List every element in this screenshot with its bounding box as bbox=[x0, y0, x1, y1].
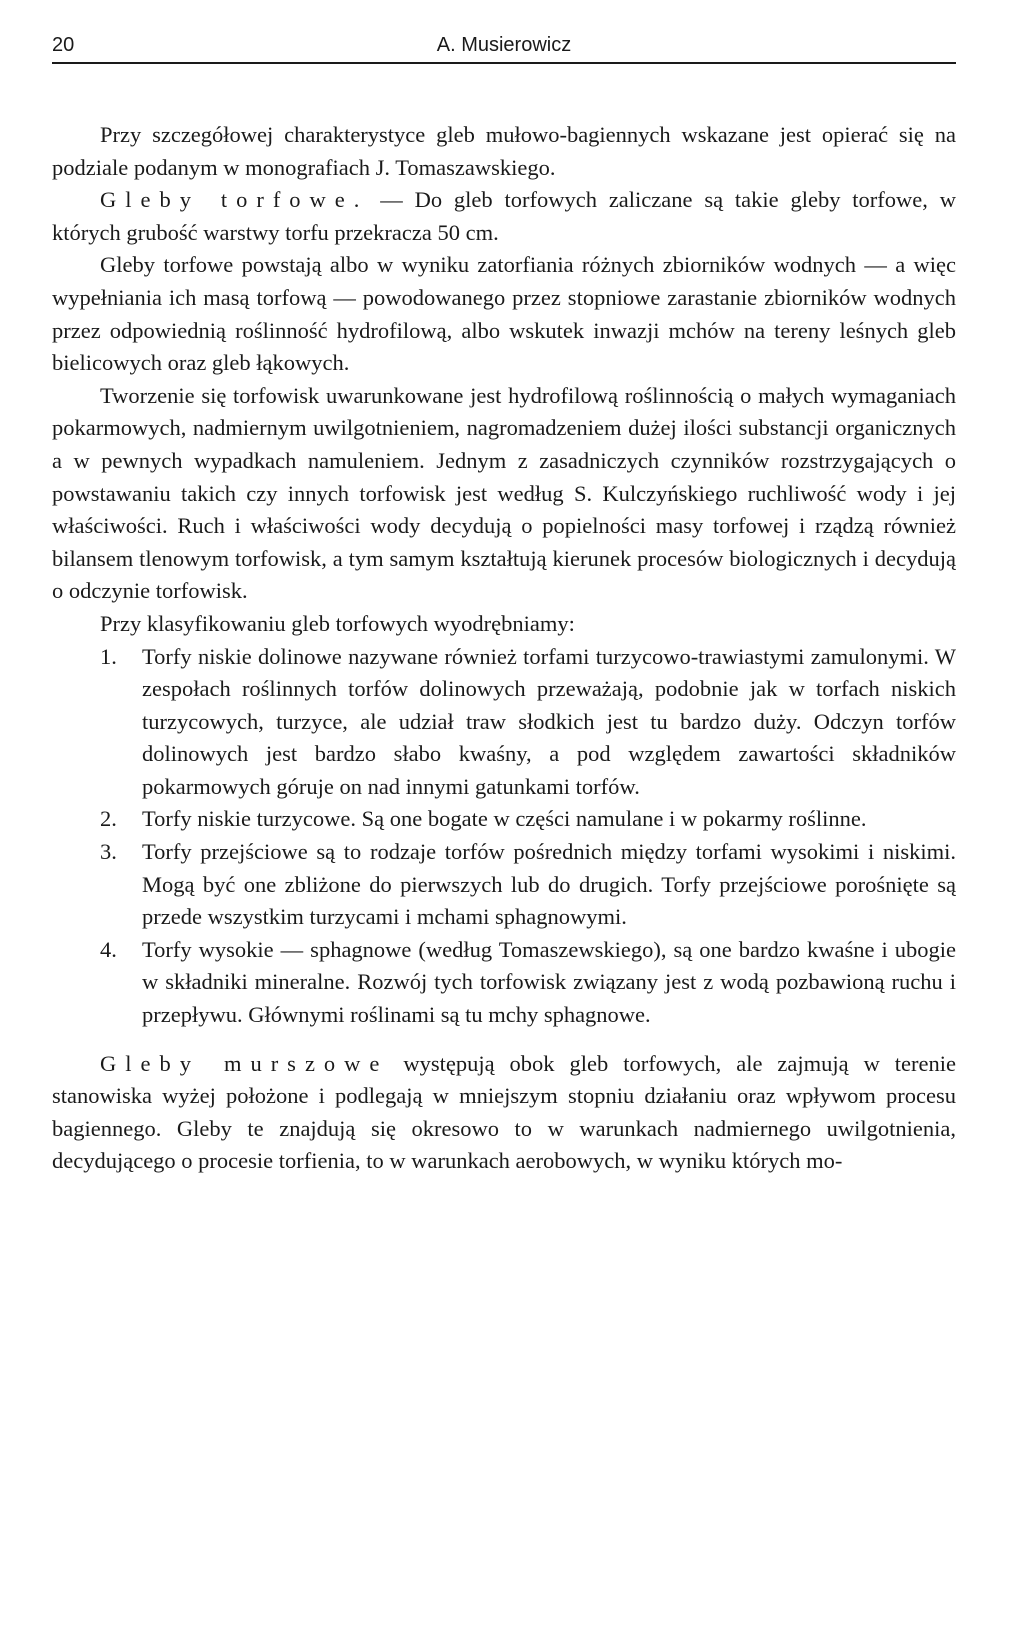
running-header bbox=[52, 28, 956, 64]
term-peat-soils: Gleby torfowe. bbox=[100, 187, 369, 213]
paragraph-muck-soils bbox=[52, 1048, 956, 1178]
paragraph-intro: Przy szczegółowej charakterystyce gleb mułowo-bagiennych wskazane jest opierać się na podziale podanym w monografiach J. Tomaszawskiego. bbox=[52, 122, 956, 180]
list-item bbox=[52, 803, 956, 836]
document-page bbox=[52, 28, 956, 1608]
paragraph-peat-soils-text: — Do gleb torfowych zaliczane są takie gleby torfowe, w których grubość warstwy torfu przekracza 50 cm. bbox=[52, 187, 956, 245]
list-item-number: 4. bbox=[100, 936, 117, 962]
paragraph-classification-intro: Przy klasyfikowaniu gleb torfowych wyodrębniamy: bbox=[100, 610, 575, 636]
list-item-number: 3. bbox=[100, 839, 117, 865]
list-item-text: Torfy niskie dolinowe nazywane również torfami turzycowo-trawiastymi zamulonymi. W zespołach roślinnych torfów dolinowych przeważają, podobnie jak w torfach niskich turzycowych, turzyce, ale udział traw słodkich jest tu bardzo duży. Odczyn torfów dolinowych jest bardzo słabo kwaśny, a pod względem zawartości składników pokarmowych góruje on nad innymi gatunkami torfów. bbox=[142, 643, 956, 799]
running-title: A. Musierowicz bbox=[436, 34, 572, 56]
list-item-number: 1. bbox=[100, 643, 117, 669]
term-muck-soils: Gleby murszowe bbox=[100, 1050, 389, 1076]
page-number: 20 bbox=[52, 34, 75, 56]
list-item-text: Torfy przejściowe są to rodzaje torfów pośrednich między torfami wysokimi i niskimi. Mogą być one zbliżone do pierwszych lub do drugich. Torfy przejściowe porośnięte są przede wszystkim turzycami i mchami sphagnowymi. bbox=[142, 839, 956, 930]
list-item-text: Torfy niskie turzycowe. Są one bogate w części namulane i w pokarmy roślinne. bbox=[142, 806, 867, 832]
list-item-number: 2. bbox=[100, 806, 117, 832]
paragraph-peatland-conditions: Tworzenie się torfowisk uwarunkowane jest hydrofilową roślinnością o małych wymaganiach pokarmowych, nadmiernym uwilgotnieniem, nagromadzeniem dużej ilości substancji organicznych a w pewnych wypadkach namuleniem. Jednym z zasadniczych czynników rozstrzygających o powstawaniu takich czy innych torfowisk jest według S. Kulczyńskiego ruchliwość wody i jej właściwości. Ruch i właściwości wody decydują o popielności masy torfowej i rządzą również bilansem tlenowym torfowisk, a tym samym kształtują kierunek procesów biologicznych i decydują o odczynie torfowisk. bbox=[52, 382, 956, 604]
list-item-text: Torfy wysokie — sphagnowe (według Tomaszewskiego), są one bardzo kwaśne i ubogie w składniki mineralne. Rozwój tych torfowisk związany jest z wodą pozbawioną ruchu i przepływu. Głównymi roślinami są tu mchy sphagnowe. bbox=[142, 936, 956, 1028]
peat-classification-list bbox=[52, 641, 956, 1032]
list-item bbox=[52, 641, 956, 804]
paragraph-peat-formation: Gleby torfowe powstają albo w wyniku zatorfiania różnych zbiorników wodnych — a więc wypełniania ich masą torfową — powodowanego przez stopniowe zarastanie zbiorników wodnych przez odpowiednią roślinność hydrofilową, albo wskutek inwazji mchów na tereny leśnych gleb bielicowych oraz gleb łąkowych. bbox=[52, 252, 956, 376]
list-item bbox=[52, 934, 956, 1032]
paragraph-peat-soils bbox=[52, 184, 956, 249]
paragraph-muck-soils-text: występują obok gleb torfowych, ale zajmują w terenie stanowiska wyżej położone i podlegają w mniejszym stopniu działaniu oraz wpływom procesu bagiennego. Gleby te znajdują się okresowo to w warunkach nadmiernego uwilgotnienia, decydującego o procesie torfienia, to w warunkach aerobowych, w wyniku których mo- bbox=[52, 1050, 956, 1174]
list-item bbox=[52, 836, 956, 934]
body-text bbox=[52, 119, 956, 1178]
